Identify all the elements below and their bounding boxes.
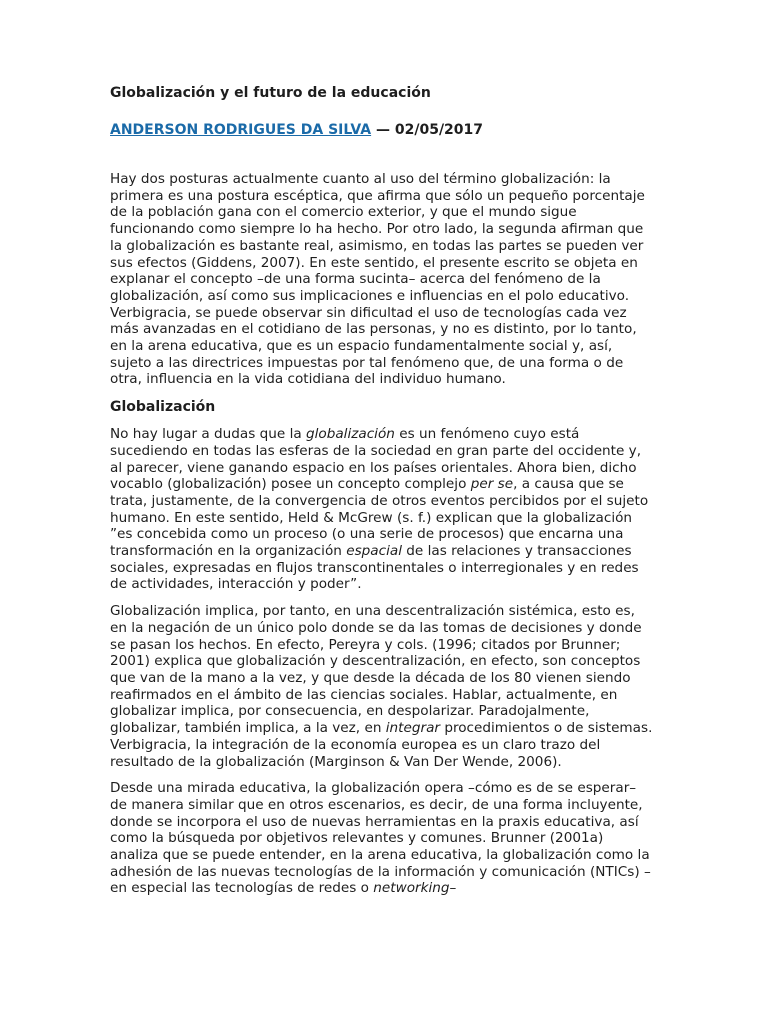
article-body bbox=[110, 84, 655, 907]
paragraph-3 bbox=[110, 603, 655, 770]
text-run: Globalización implica, por tanto, en una descentralización sistémica, esto es, en la negación de un único polo donde se da las tomas de decisiones y donde se pasan los hechos. En efecto, Pereyra y cols. (1996; citados por Brunner; 2001) explica que globalización y descentralización, en efecto, son conceptos que van de la mano a la vez, y que desde la década de los 80 vienen siendo reafirmados en el ámbito de las ciencias sociales. Hablar, actualmente, en globalizar implica, por consecuencia, en despolarizar. Paradojalmente, globalizar, también implica, a la vez, en bbox=[110, 603, 642, 737]
italic-run: globalización bbox=[306, 426, 395, 443]
text-run: – bbox=[449, 880, 457, 897]
italic-run: integrar bbox=[385, 720, 440, 737]
italic-run: networking bbox=[373, 880, 450, 897]
text-run: No hay lugar a dudas que la bbox=[110, 426, 306, 443]
paragraph-2 bbox=[110, 426, 655, 593]
byline bbox=[110, 121, 655, 139]
author-link[interactable]: ANDERSON RODRIGUES DA SILVA bbox=[110, 122, 372, 138]
text-run: Desde una mirada educativa, la globalización opera –cómo es de se esperar– de manera similar que en otros escenarios, es decir, de una forma incluyente, donde se incorpora el uso de nuevas herramientas en la praxis educativa, así como la búsqueda por objetivos relevantes y comunes. Brunner (2001a) analiza que se puede entender, en la arena educativa, la globalización como la adhesión de las nuevas tecnologías de la información y comunicación (NTICs) –en especial las tecnologías de redes o bbox=[110, 780, 651, 897]
text-run: , a causa que se trata, justamente, de la convergencia de otros eventos percibidos por el sujeto humano. En este sentido, Held & McGrew (s. f.) explican que la globalización ”es concebida como un proceso (o una serie de procesos) que encarna una transformación en la organización bbox=[110, 476, 649, 560]
article-title: Globalización y el futuro de la educación bbox=[110, 85, 431, 101]
text-run: de las relaciones y transacciones sociales, expresadas en flujos transcontinentales o interregionales y en redes de actividades, interacción y poder”. bbox=[110, 543, 639, 593]
text-run: es un fenómeno cuyo está sucediendo en todas las esferas de la sociedad en gran parte del occidente y, al parecer, viene ganando espacio en los países orientales. Ahora bien, dicho vocablo (globalización) posee un concepto complejo bbox=[110, 426, 642, 493]
paragraph-intro: Hay dos posturas actualmente cuanto al uso del término globalización: la primera es una postura escéptica, que afirma que sólo un pequeño porcentaje de la población gana con el comercio exterior, y que el mundo sigue funcionando como siempre lo ha hecho. Por otro lado, la segunda afirman que la globalización es bastante real, asimismo, en todas las partes se pueden ver sus efectos (Giddens, 2007). En este sentido, el presente escrito se objeta en explanar el concepto –de una forma sucinta– acerca del fenómeno de la globalización, así como sus implicaciones e influencias en el polo educativo. Verbigracia, se puede observar sin dificultad el uso de tecnologías cada vez más avanzadas en el cotidiano de las personas, y no es distinto, por lo tanto, en la arena educativa, que es un espacio fundamentalmente social y, así, sujeto a las directrices impuestas por tal fenómeno que, de una forma o de otra, influencia en la vida cotidiana del individuo humano. bbox=[110, 171, 645, 388]
section-heading: Globalización bbox=[110, 399, 216, 416]
italic-run: espacial bbox=[346, 543, 402, 560]
italic-run: per se bbox=[470, 476, 514, 493]
publish-date: 02/05/2017 bbox=[394, 122, 484, 138]
text-run: procedimientos o de sistemas. Verbigracia, la integración de la economía europea es un claro trazo del resultado de la globalización (Marginson & Van Der Wende, 2006). bbox=[110, 720, 653, 770]
date-separator: — bbox=[371, 122, 395, 138]
paragraph-4 bbox=[110, 780, 655, 897]
